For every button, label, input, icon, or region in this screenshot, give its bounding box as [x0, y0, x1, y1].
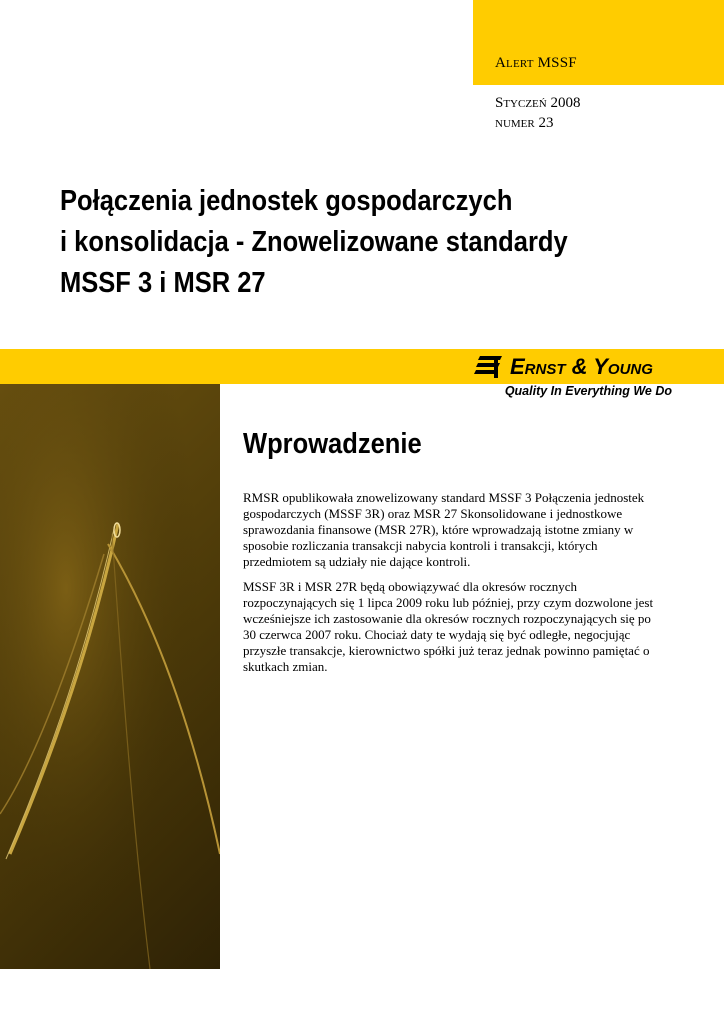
needle-photo [0, 384, 220, 969]
needle-thread-image [0, 384, 220, 969]
section-heading: Wprowadzenie [243, 428, 422, 460]
ernst-young-mark-icon [474, 354, 504, 380]
alert-label: Alert MSSF [495, 55, 577, 71]
title-line: Połączenia jednostek gospodarczych [60, 185, 513, 217]
brand-tagline: Quality In Everything We Do [504, 384, 672, 398]
issue-meta [495, 93, 580, 133]
brand-logo [474, 352, 653, 382]
issue-date: Styczeń 2008 [495, 95, 581, 111]
brand-name: Ernst & Young [510, 354, 653, 379]
title-line: i konsolidacja - Znowelizowane standardy [60, 226, 568, 258]
paragraph: MSSF 3R i MSR 27R będą obowiązywać dla okresów rocznych rozpoczynających się 1 lipca 2009 roku lub później, przy czym dozwolone jest wcześniejsze ich zastosowanie dla okresów rocznych rozpoczynających się po 30 czerwca 2007 roku. Chociaż daty te wydają się być odległe, negocjując przyszłe transakcje, kierownictwo spółki już teraz jednak powinno pamiętać o skutkach zmian. [243, 579, 654, 674]
title-line: MSSF 3 i MSR 27 [60, 267, 266, 299]
alert-header-box [473, 0, 724, 85]
section-body [243, 490, 663, 684]
issue-number: numer 23 [495, 115, 554, 131]
document-title [60, 181, 606, 304]
paragraph: RMSR opublikowała znowelizowany standard MSSF 3 Połączenia jednostek gospodarczych (MSSF 3R) oraz MSR 27 Skonsolidowane i jednostkowe sprawozdania finansowe (MSR 27R), które wprowadzają istotne zmiany w sposobie rozliczania transakcji nabycia kontroli i transakcji, których przedmiotem są udziały nie dające kontroli. [243, 490, 645, 569]
